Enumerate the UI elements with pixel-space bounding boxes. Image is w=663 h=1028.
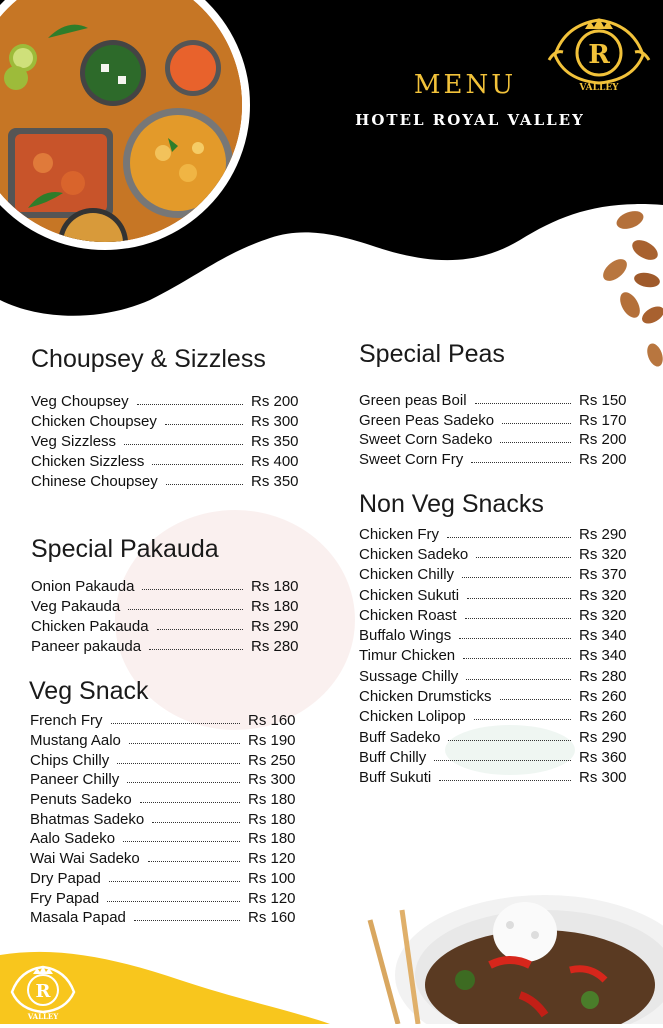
menu-item-name: Veg Choupsey: [31, 392, 129, 410]
dotted-leader: [463, 658, 571, 659]
menu-item-name: Chinese Choupsey: [31, 472, 158, 490]
menu-item-price: Rs 170: [579, 411, 627, 429]
dotted-leader: [465, 618, 571, 619]
menu-item-price: Rs 300: [579, 769, 627, 787]
footer-logo-text: VALLEY: [27, 1012, 59, 1021]
dotted-leader: [439, 780, 571, 781]
dotted-leader: [447, 537, 571, 538]
menu-item-name: Chicken Drumsticks: [359, 688, 492, 706]
menu-item: [31, 411, 305, 431]
menu-item-name: Penuts Sadeko: [30, 791, 132, 809]
menu-item-name: Chicken Roast: [359, 606, 457, 624]
menu-item-name: Chicken Fry: [359, 525, 440, 543]
nonveg-list: [359, 524, 633, 788]
menu-item-name: Veg Pakauda: [31, 597, 121, 615]
dotted-leader: [111, 723, 240, 724]
menu-item-price: Rs 340: [579, 627, 627, 645]
menu-item-price: Rs 100: [248, 869, 296, 887]
menu-item-name: Onion Pakauda: [31, 577, 135, 595]
menu-item: [359, 544, 633, 564]
menu-item: [31, 616, 305, 636]
dotted-leader: [467, 598, 571, 599]
menu-item-price: Rs 280: [579, 667, 627, 685]
section-title-veg-snack: Veg Snack: [29, 677, 149, 705]
menu-item: [30, 829, 302, 849]
menu-item: [359, 686, 633, 706]
dotted-leader: [500, 699, 571, 700]
section-title-nonveg: Non Veg Snacks: [359, 490, 544, 518]
menu-item-name: Buffalo Wings: [359, 627, 452, 645]
menu-item: [359, 605, 633, 625]
menu-item-name: Dry Papad: [30, 869, 101, 887]
menu-item-name: Aalo Sadeko: [30, 830, 116, 848]
menu-item-price: Rs 180: [248, 810, 296, 828]
menu-item-price: Rs 120: [248, 850, 296, 868]
menu-item-price: Rs 200: [579, 431, 627, 449]
dotted-leader: [474, 719, 571, 720]
section-title-choupsey: Choupsey & Sizzless: [31, 345, 266, 373]
menu-item: [31, 431, 305, 451]
menu-item: [359, 727, 633, 747]
menu-item: [359, 565, 633, 585]
menu-item: [30, 809, 302, 829]
menu-title: MENU: [413, 70, 517, 100]
menu-item-name: Buff Sadeko: [359, 728, 441, 746]
menu-item: [359, 747, 633, 767]
menu-item-price: Rs 400: [251, 452, 299, 470]
menu-item-price: Rs 120: [248, 889, 296, 907]
plate-photo: [360, 880, 663, 1024]
section-title-pakauda: Special Pakauda: [31, 535, 219, 563]
menu-item: [30, 731, 302, 751]
menu-item-name: Fry Papad: [30, 889, 100, 907]
menu-item-name: Mustang Aalo: [30, 732, 121, 750]
menu-item-name: Chicken Choupsey: [31, 412, 157, 430]
menu-item-price: Rs 180: [248, 791, 296, 809]
hotel-name: HOTEL ROYAL VALLEY: [355, 111, 585, 129]
menu-item-price: Rs 260: [579, 688, 627, 706]
menu-item: [359, 666, 633, 686]
menu-item: [359, 391, 633, 411]
menu-item-price: Rs 190: [248, 732, 296, 750]
menu-item: [30, 750, 302, 770]
menu-item-price: Rs 200: [251, 392, 299, 410]
menu-item-price: Rs 320: [579, 545, 627, 563]
dotted-leader: [165, 424, 243, 425]
menu-item-price: Rs 160: [248, 909, 296, 927]
menu-item: [31, 451, 305, 471]
dotted-leader: [117, 763, 240, 764]
dotted-leader: [500, 442, 571, 443]
menu-item: [31, 636, 305, 656]
dotted-leader: [128, 609, 243, 610]
menu-item: [30, 849, 302, 869]
menu-item: [30, 888, 302, 908]
menu-item-price: Rs 160: [248, 712, 296, 730]
menu-item-price: Rs 320: [579, 586, 627, 604]
dotted-leader: [123, 841, 240, 842]
menu-item: [31, 471, 305, 491]
dotted-leader: [459, 638, 571, 639]
menu-item-name: Chicken Sizzless: [31, 452, 145, 470]
pakauda-list: [31, 576, 305, 656]
menu-item: [359, 707, 633, 727]
dotted-leader: [152, 822, 240, 823]
dotted-leader: [137, 404, 243, 405]
menu-item-name: Bhatmas Sadeko: [30, 810, 145, 828]
menu-item-price: Rs 250: [248, 751, 296, 769]
dotted-leader: [140, 802, 240, 803]
menu-item: [359, 625, 633, 645]
menu-item-name: French Fry: [30, 712, 103, 730]
menu-item-name: Chicken Pakauda: [31, 617, 149, 635]
menu-item: [30, 711, 302, 731]
menu-item-name: Paneer Chilly: [30, 771, 120, 789]
menu-item-price: Rs 200: [579, 450, 627, 468]
menu-item-name: Buff Sukuti: [359, 769, 432, 787]
dotted-leader: [134, 920, 240, 921]
veg-snack-list: [30, 711, 302, 928]
logo-letter: R: [588, 40, 610, 70]
menu-item: [30, 869, 302, 889]
menu-item-name: Chicken Sukuti: [359, 586, 460, 604]
menu-item-price: Rs 260: [579, 708, 627, 726]
dotted-leader: [502, 423, 571, 424]
dotted-leader: [107, 901, 240, 902]
dotted-leader: [434, 760, 571, 761]
dotted-leader: [152, 464, 243, 465]
menu-item-name: Green peas Boil: [359, 392, 467, 410]
menu-item: [30, 770, 302, 790]
menu-item-price: Rs 290: [579, 728, 627, 746]
menu-item-name: Wai Wai Sadeko: [30, 850, 140, 868]
menu-item-name: Veg Sizzless: [31, 432, 117, 450]
menu-item: [359, 430, 633, 450]
dotted-leader: [127, 782, 240, 783]
menu-item-name: Chicken Lolipop: [359, 708, 466, 726]
menu-item: [359, 585, 633, 605]
dotted-leader: [475, 403, 571, 404]
menu-item: [31, 596, 305, 616]
menu-item: [30, 790, 302, 810]
menu-item-price: Rs 300: [248, 771, 296, 789]
menu-item-price: Rs 180: [251, 577, 299, 595]
peas-list: [359, 391, 633, 469]
choupsey-list: [31, 391, 305, 491]
dotted-leader: [148, 861, 240, 862]
menu-item: [359, 450, 633, 470]
menu-item-name: Paneer pakauda: [31, 637, 142, 655]
menu-item: [31, 576, 305, 596]
menu-item-price: Rs 350: [251, 472, 299, 490]
menu-item: [359, 768, 633, 788]
dotted-leader: [109, 881, 240, 882]
menu-item: [31, 391, 305, 411]
menu-item-name: Chicken Chilly: [359, 566, 455, 584]
dotted-leader: [476, 557, 571, 558]
menu-item-price: Rs 370: [579, 566, 627, 584]
section-title-peas: Special Peas: [359, 340, 505, 368]
menu-item-price: Rs 320: [579, 606, 627, 624]
menu-item: [30, 908, 302, 928]
menu-item-name: Chips Chilly: [30, 751, 110, 769]
menu-item-price: Rs 300: [251, 412, 299, 430]
menu-item-price: Rs 340: [579, 647, 627, 665]
menu-item: [359, 524, 633, 544]
footer-logo-letter: R: [35, 981, 51, 1002]
dotted-leader: [124, 444, 243, 445]
menu-item-name: Chicken Sadeko: [359, 545, 469, 563]
menu-item: [359, 411, 633, 431]
menu-item-price: Rs 350: [251, 432, 299, 450]
menu-item-price: Rs 290: [251, 617, 299, 635]
menu-item-price: Rs 290: [579, 525, 627, 543]
menu-item-name: Buff Chilly: [359, 748, 427, 766]
menu-item: [359, 646, 633, 666]
dotted-leader: [466, 679, 571, 680]
menu-item-price: Rs 280: [251, 637, 299, 655]
menu-item-name: Masala Papad: [30, 909, 126, 927]
footer-logo: [6, 964, 80, 1022]
dotted-leader: [142, 589, 243, 590]
dotted-leader: [149, 649, 243, 650]
menu-item-price: Rs 180: [248, 830, 296, 848]
dotted-leader: [166, 484, 243, 485]
almonds-decoration: [585, 205, 663, 370]
menu-item-name: Sussage Chilly: [359, 667, 459, 685]
menu-item-name: Green Peas Sadeko: [359, 411, 495, 429]
menu-item-name: Timur Chicken: [359, 647, 456, 665]
dotted-leader: [448, 740, 571, 741]
menu-item-price: Rs 150: [579, 392, 627, 410]
dotted-leader: [471, 462, 571, 463]
dotted-leader: [129, 743, 240, 744]
menu-item-price: Rs 180: [251, 597, 299, 615]
menu-item-name: Sweet Corn Fry: [359, 450, 464, 468]
menu-item-price: Rs 360: [579, 748, 627, 766]
hotel-logo: [545, 15, 653, 95]
dotted-leader: [462, 577, 571, 578]
menu-item-name: Sweet Corn Sadeko: [359, 431, 493, 449]
logo-text: VALLEY: [579, 83, 619, 93]
dotted-leader: [157, 629, 243, 630]
